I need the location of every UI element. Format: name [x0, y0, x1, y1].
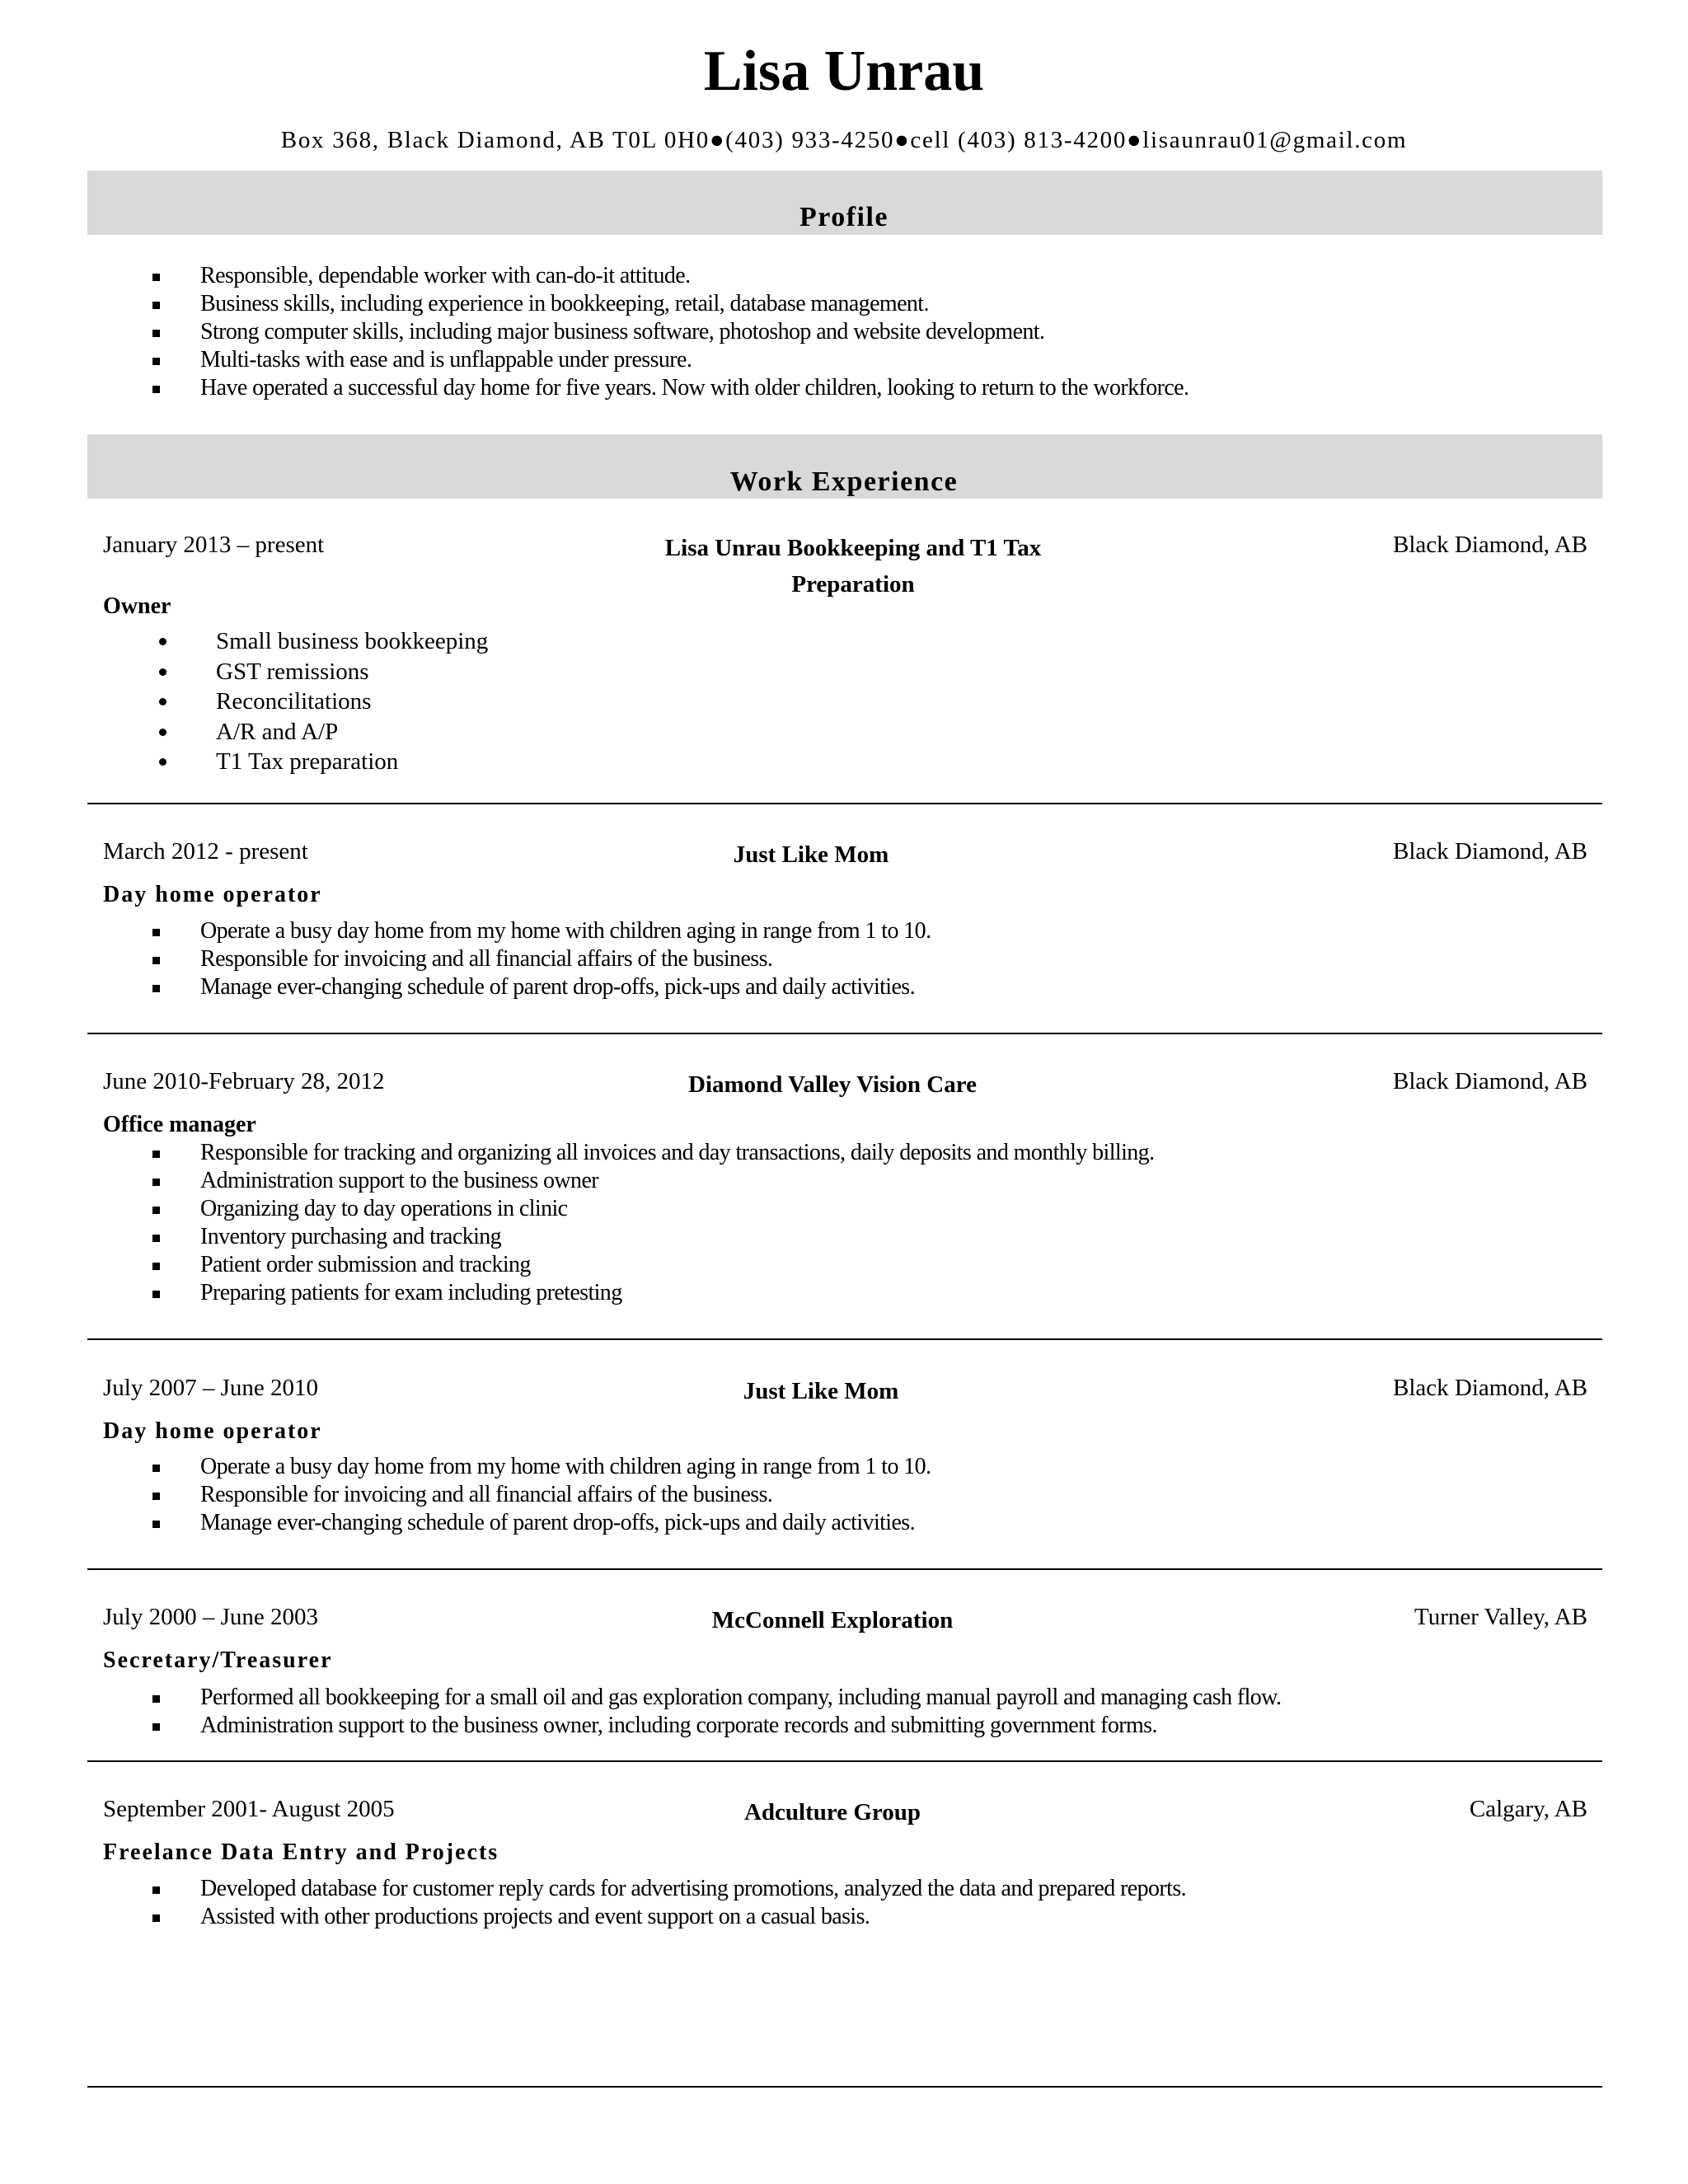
job-divider: [87, 1338, 1602, 1340]
list-item: Small business bookkeeping: [103, 626, 488, 657]
job-company: Diamond Valley Vision Care: [688, 1071, 977, 1098]
list-item: Strong computer skills, including major business software, photoshop and website development.: [87, 318, 1189, 346]
job-dates: September 2001- August 2005: [103, 1796, 395, 1822]
list-item: Developed database for customer reply cards for advertising promotions, analyzed the data and prepared reports.: [87, 1875, 1186, 1903]
job-location: Turner Valley, AB: [1414, 1604, 1587, 1630]
job-company: McConnell Exploration: [711, 1607, 954, 1633]
job-location: Black Diamond, AB: [1392, 1375, 1587, 1401]
job-title: Day home operator: [103, 882, 322, 907]
list-item: GST remissions: [103, 657, 488, 687]
list-item: T1 Tax preparation: [103, 747, 488, 777]
profile-list: [87, 262, 1189, 402]
list-item: Patient order submission and tracking: [87, 1251, 1154, 1279]
list-item: Responsible for tracking and organizing all invoices and day transactions, daily deposits and monthly billing.: [87, 1139, 1154, 1167]
list-item: Preparing patients for exam including pretesting: [87, 1279, 1154, 1307]
job-divider: [87, 803, 1602, 804]
job-dates: July 2000 – June 2003: [103, 1604, 318, 1630]
job-company: Lisa Unrau Bookkeeping and T1 Tax Preparation: [664, 535, 1042, 598]
list-item: Operate a busy day home from my home with children aging in range from 1 to 10.: [87, 1453, 931, 1481]
list-item: Responsible for invoicing and all financial affairs of the business.: [87, 1481, 931, 1509]
job-title: Owner: [103, 593, 171, 619]
job-dates: July 2007 – June 2010: [103, 1375, 318, 1401]
list-item: Administration support to the business owner, including corporate records and submitting government forms.: [87, 1712, 1281, 1740]
job-title: Secretary/Treasurer: [103, 1647, 333, 1673]
list-item: Have operated a successful day home for five years. Now with older children, looking to return to the workforce.: [87, 374, 1189, 402]
job-duties-list: [87, 1875, 1186, 1931]
list-item: Responsible for invoicing and all financial affairs of the business.: [87, 945, 931, 973]
list-item: Responsible, dependable worker with can-do-it attitude.: [87, 262, 1189, 290]
job-duties-list: [87, 1139, 1154, 1307]
profile-heading: Profile: [799, 202, 889, 232]
job-duties-list: [103, 626, 488, 777]
job-location: Calgary, AB: [1469, 1796, 1587, 1822]
job-divider: [87, 1568, 1602, 1570]
list-item: Manage ever-changing schedule of parent drop-offs, pick-ups and daily activities.: [87, 973, 931, 1001]
job-divider: [87, 1760, 1602, 1762]
list-item: Performed all bookkeeping for a small oil and gas exploration company, including manual payroll and managing cash flow.: [87, 1684, 1281, 1712]
list-item: Assisted with other productions projects and event support on a casual basis.: [87, 1903, 1186, 1931]
list-item: Reconcilitations: [103, 687, 488, 717]
contact-line: Box 368, Black Diamond, AB T0L 0H0●(403) 933-4250●cell (403) 813-4200●lisaunrau01@gmail.com: [280, 127, 1408, 153]
job-divider: [87, 1033, 1602, 1034]
experience-heading: Work Experience: [729, 466, 959, 497]
job-company: Just Like Mom: [733, 841, 889, 868]
job-duties-list: [87, 1453, 931, 1537]
job-location: Black Diamond, AB: [1392, 1068, 1587, 1094]
job-duties-list: [87, 917, 931, 1001]
list-item: Inventory purchasing and tracking: [87, 1223, 1154, 1251]
list-item: Business skills, including experience in bookkeeping, retail, database management.: [87, 290, 1189, 318]
job-dates: March 2012 - present: [103, 838, 308, 865]
job-company: Adculture Group: [743, 1799, 921, 1825]
list-item: Organizing day to day operations in clinic: [87, 1195, 1154, 1223]
job-company: Just Like Mom: [743, 1378, 899, 1404]
job-title: Day home operator: [103, 1418, 322, 1444]
job-title: Freelance Data Entry and Projects: [103, 1840, 499, 1865]
job-dates: January 2013 – present: [103, 532, 325, 558]
job-location: Black Diamond, AB: [1392, 532, 1587, 558]
list-item: Administration support to the business owner: [87, 1167, 1154, 1195]
list-item: Manage ever-changing schedule of parent drop-offs, pick-ups and daily activities.: [87, 1509, 931, 1537]
list-item: Multi-tasks with ease and is unflappable under pressure.: [87, 346, 1189, 374]
job-location: Black Diamond, AB: [1392, 838, 1587, 865]
job-duties-list: [87, 1684, 1281, 1740]
footer-divider: [87, 2086, 1602, 2088]
list-item: A/R and A/P: [103, 717, 488, 748]
job-title: Office manager: [103, 1112, 256, 1137]
job-dates: June 2010-February 28, 2012: [103, 1068, 385, 1094]
applicant-name: Lisa Unrau: [703, 40, 985, 103]
list-item: Operate a busy day home from my home with children aging in range from 1 to 10.: [87, 917, 931, 945]
